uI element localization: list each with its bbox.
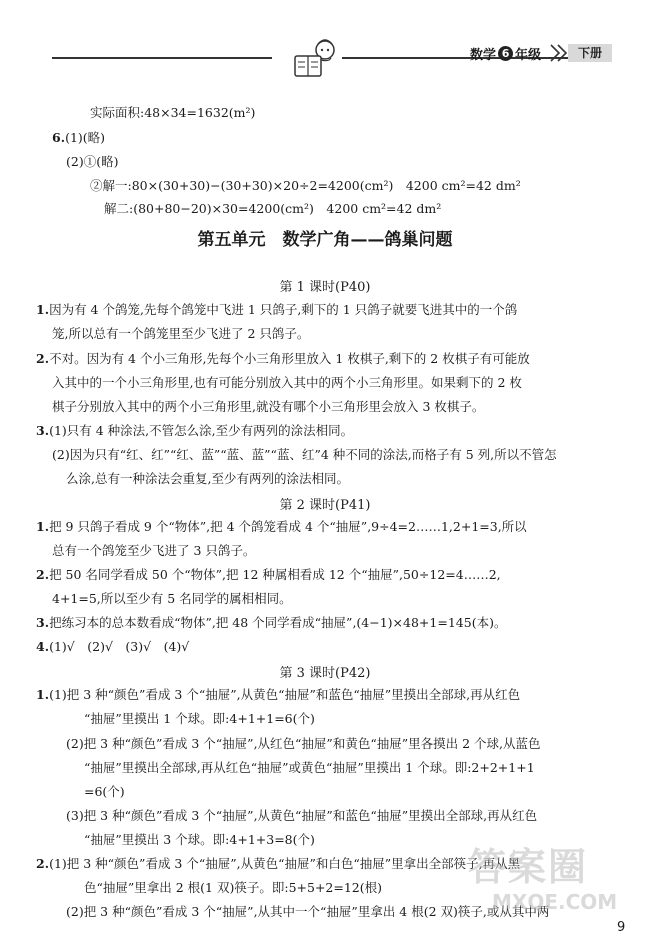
text-line: 么涂,总有一种涂法会重复,至少有两列的涂法相同。 — [66, 471, 349, 486]
text-line: 总有一个鸽笼至少飞进了 3 只鸽子。 — [52, 543, 256, 558]
text-line: (2)把 3 种“颜色”看成 3 个“抽屉”,从红色“抽屉”和黄色“抽屉”里各摸出 2 个球,从蓝色 — [66, 736, 541, 751]
watermark-url: MXQE.COM — [492, 890, 618, 914]
text-line: (2)把 3 种“颜色”看成 3 个“抽屉”,从其中一个“抽屉”里拿出 4 根(2 双)筷子,或从其中两 — [66, 904, 550, 919]
subject-label: 数学 — [470, 48, 497, 63]
unit-title: 第五单元 数学广角——鸽巢问题 — [197, 230, 453, 250]
text-line: “抽屉”里摸出全部球,再从红色“抽屉”或黄色“抽屉”里摸出 1 个球。即:2+2+1+1 — [84, 760, 535, 775]
text-line: 6.(1)(略) — [52, 130, 106, 145]
double-chevron-icon — [548, 42, 570, 64]
text-line: 2.(1)把 3 种“颜色”看成 3 个“抽屉”,从黄色“抽屉”和白色“抽屉”里拿出全部筷子,再从黑 — [36, 856, 521, 871]
grade-suffix-label: 年级 — [515, 48, 542, 63]
text-line: 笼,所以总有一个鸽笼里至少飞进了 2 只鸽子。 — [52, 326, 310, 341]
text-line: 3.(1)只有 4 种涂法,不管怎么涂,至少有两列的涂法相同。 — [36, 423, 354, 438]
mascot-reading-icon — [285, 38, 341, 82]
text-line: “抽屉”里摸出 3 个球。即:4+1+3=8(个) — [84, 832, 315, 847]
lesson-heading: 第 2 课时(P41) — [279, 498, 371, 513]
lesson-heading: 第 1 课时(P40) — [279, 280, 371, 295]
text-line: (2)因为只有“红、红”“红、蓝”“蓝、蓝”“蓝、红”4 种不同的涂法,而格子有 5 列,所以不管怎 — [52, 447, 557, 462]
text-line: 1.(1)把 3 种“颜色”看成 3 个“抽屉”,从黄色“抽屉”和蓝色“抽屉”里摸出全部球,再从红色 — [36, 687, 521, 702]
text-line: 解二:(80+80−20)×30=4200(cm²) 4200 cm²=42 dm² — [104, 201, 442, 216]
text-line: (3)把 3 种“颜色”看成 3 个“抽屉”,从黄色“抽屉”和蓝色“抽屉”里摸出全部球,再从红色 — [66, 808, 538, 823]
lesson-heading: 第 3 课时(P42) — [279, 666, 371, 681]
watermark-logo: 答案圈 — [468, 845, 589, 889]
book-title — [470, 44, 541, 63]
text-line: 1.把 9 只鸽子看成 9 个“物体”,把 4 个鸽笼看成 4 个“抽屉”,9÷4=2……1,2+1=3,所以 — [36, 519, 527, 534]
text-line: 2.不对。因为有 4 个小三角形,先每个小三角形里放入 1 枚棋子,剩下的 2 枚棋子有可能放 — [36, 351, 530, 366]
text-line: =6(个) — [84, 784, 125, 799]
header-rule-left — [52, 57, 272, 59]
text-line: 2.把 50 名同学看成 50 个“物体”,把 12 种属相看成 12 个“抽屉”,50÷12=4……2, — [36, 567, 501, 582]
grade-number-badge: 6 — [498, 46, 513, 61]
volume-tab: 下册 — [568, 44, 612, 62]
text-line: 4.(1)√ (2)√ (3)√ (4)√ — [36, 639, 190, 654]
text-line: “抽屉”里摸出 1 个球。即:4+1+1=6(个) — [84, 711, 315, 726]
text-line: ②解一:80×(30+30)−(30+30)×20÷2=4200(cm²) 4200 cm²=42 dm² — [90, 178, 521, 193]
text-line: (2)①(略) — [66, 154, 119, 169]
text-line: 3.把练习本的总本数看成“物体”,把 48 个同学看成“抽屉”,(4−1)×48+1=145(本)。 — [36, 615, 507, 630]
page-number: 9 — [617, 920, 626, 935]
text-line: 4+1=5,所以至少有 5 名同学的属相相同。 — [52, 591, 292, 606]
text-line: 棋子分别放入其中的两个小三角形里,就没有哪个小三角形里会放入 3 枚棋子。 — [52, 399, 485, 414]
text-line: 入其中的一个小三角形里,也有可能分别放入其中的两个小三角形里。如果剩下的 2 枚 — [52, 375, 522, 390]
text-line: 实际面积:48×34=1632(m²) — [90, 105, 256, 120]
text-line: 1.因为有 4 个鸽笼,先每个鸽笼中飞进 1 只鸽子,剩下的 1 只鸽子就要飞进其中的一个鸽 — [36, 302, 518, 317]
text-line: 色“抽屉”里拿出 2 根(1 双)筷子。即:5+5+2=12(根) — [84, 880, 383, 895]
